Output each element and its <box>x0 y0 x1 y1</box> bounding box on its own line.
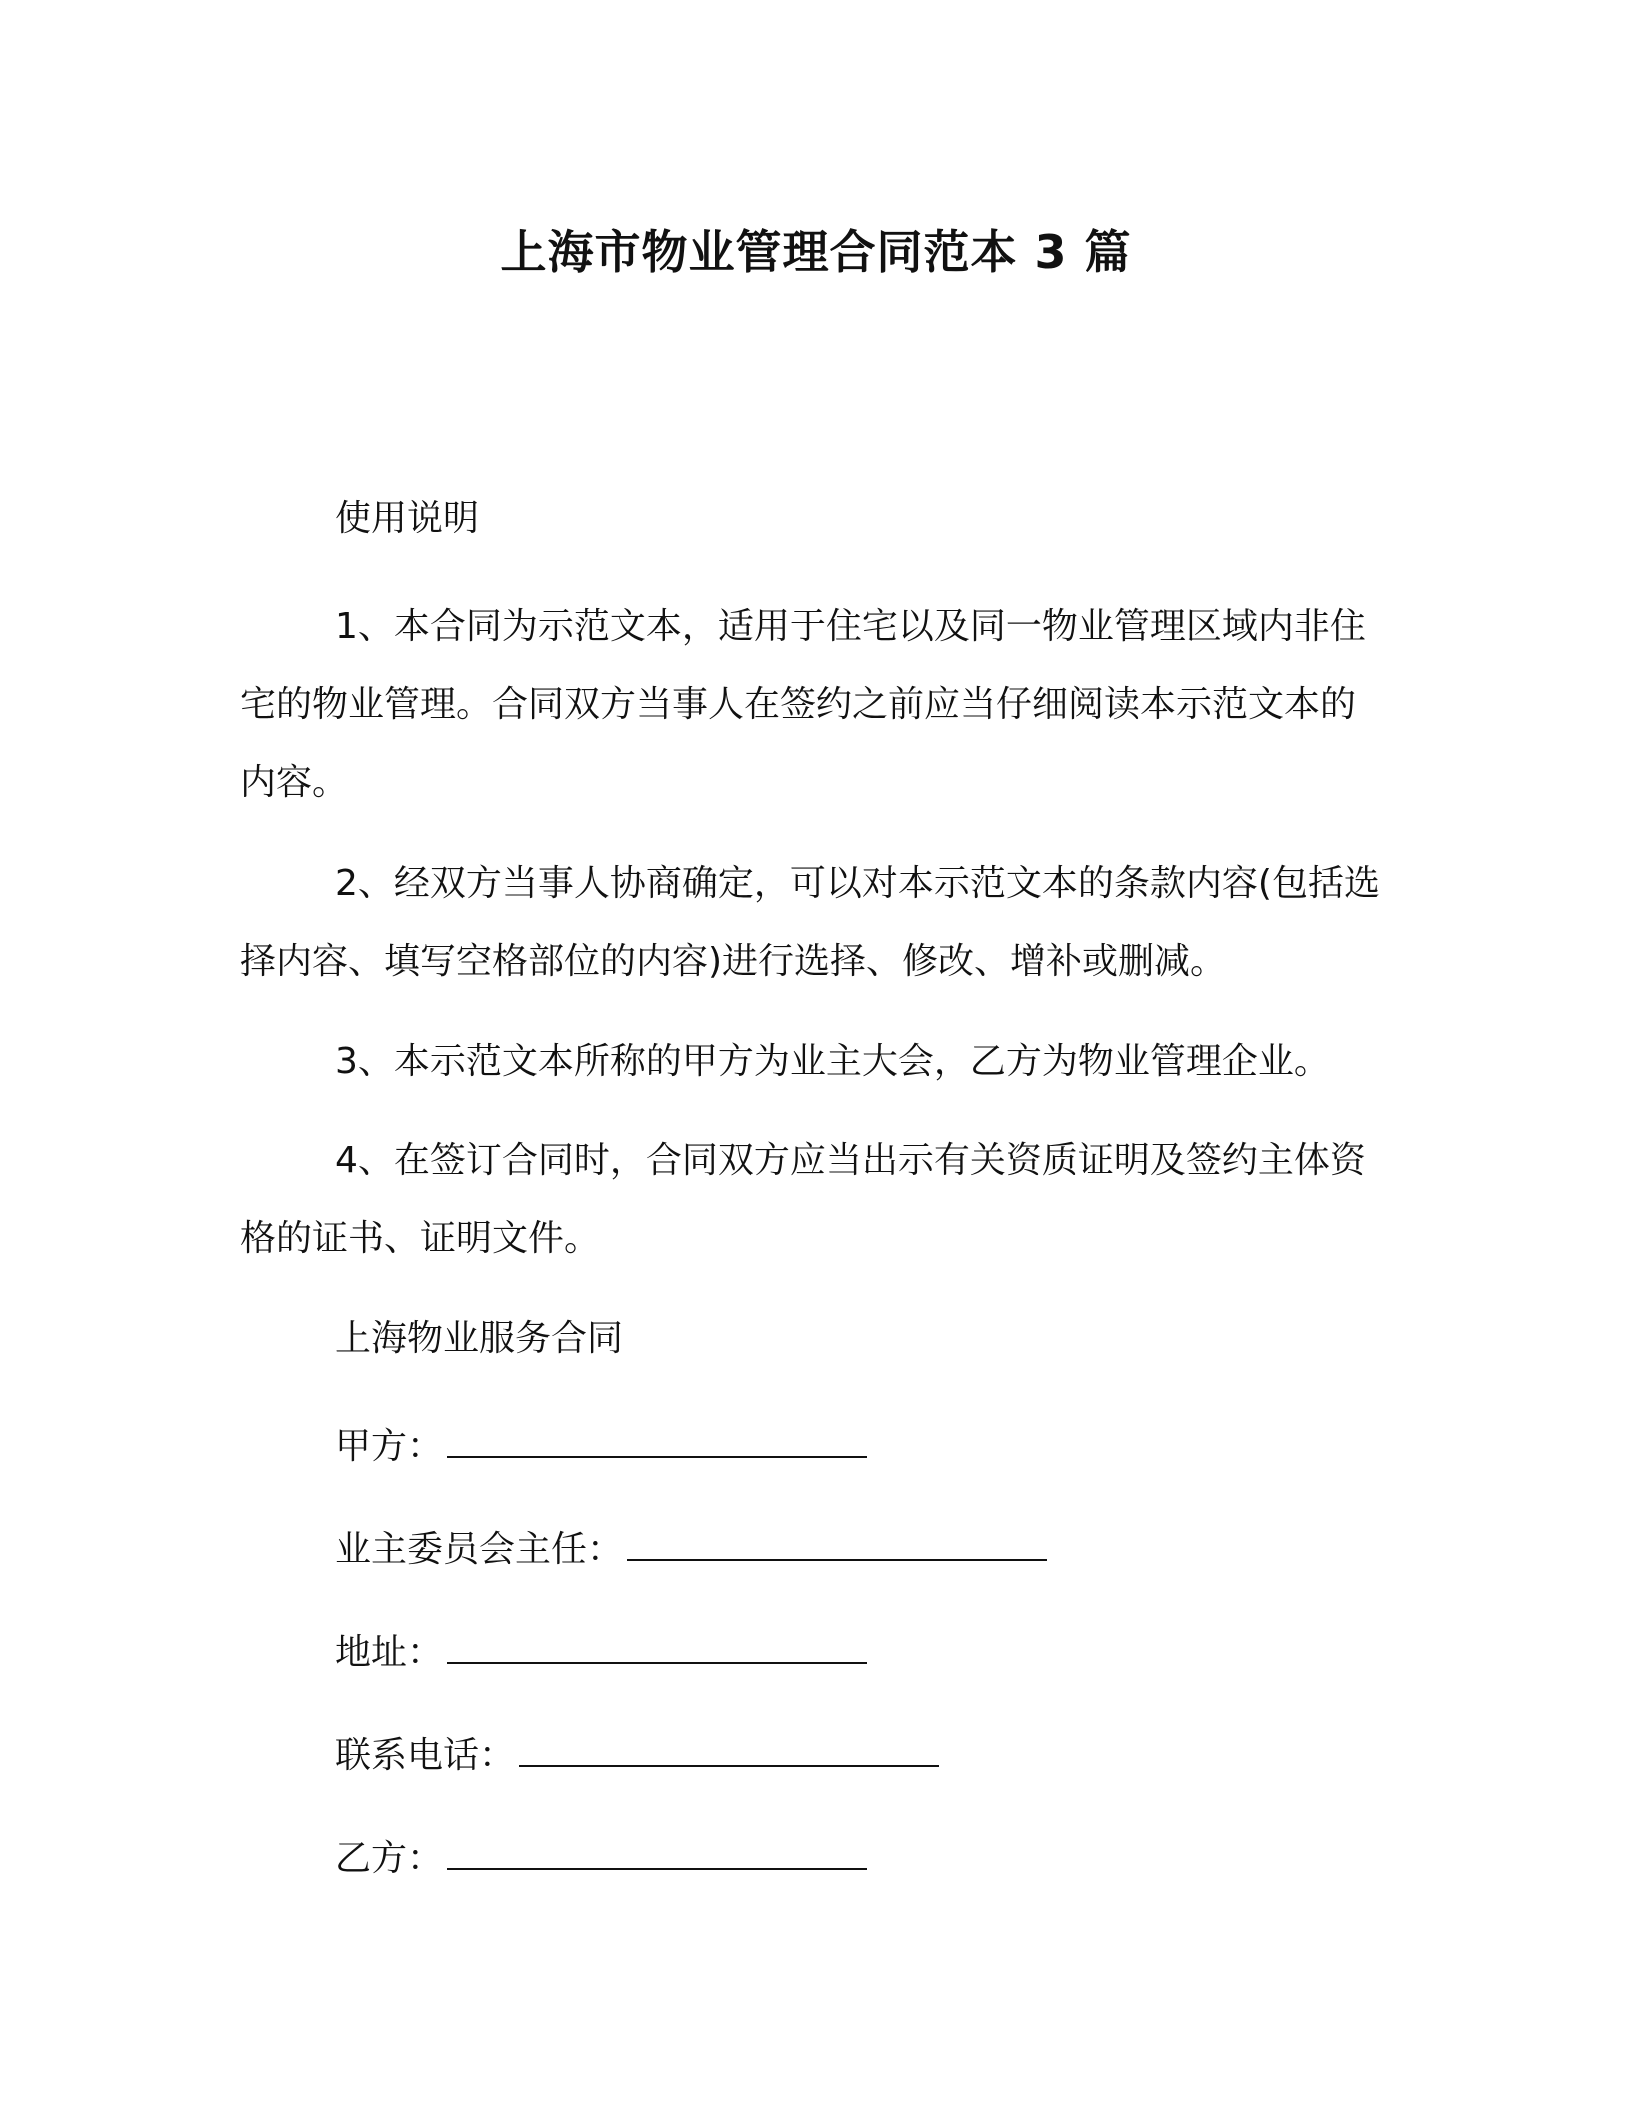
address-label: 地址： <box>335 1632 444 1673</box>
committee-director-label: 业主委员会主任： <box>335 1529 624 1570</box>
committee-director-blank <box>627 1523 1047 1561</box>
party-a-label: 甲方： <box>335 1426 444 1467</box>
committee-director-field <box>335 1523 1047 1574</box>
phone-label: 联系电话： <box>335 1735 516 1776</box>
address-blank <box>447 1626 867 1664</box>
instructions-heading: 使用说明 <box>335 498 480 539</box>
instruction-paragraph-2: 2、经双方当事人协商确定，可以对本示范文本的条款内容(包括选择内容、填写空格部位的内容)进行选择、修改、增补或删减。 <box>240 863 1380 982</box>
party-b-blank <box>447 1832 867 1870</box>
phone-field <box>335 1729 939 1780</box>
instruction-paragraph-4: 4、在签订合同时，合同双方应当出示有关资质证明及签约主体资格的证书、证明文件。 <box>240 1140 1366 1259</box>
party-b-label: 乙方： <box>335 1838 444 1879</box>
address-field <box>335 1626 867 1677</box>
instruction-paragraph-3: 3、本示范文本所称的甲方为业主大会，乙方为物业管理企业。 <box>335 1041 1330 1082</box>
contract-heading: 上海物业服务合同 <box>335 1318 624 1359</box>
party-a-blank <box>447 1420 867 1458</box>
document-title: 上海市物业管理合同范本 3 篇 <box>500 225 1132 279</box>
party-b-field <box>335 1832 867 1883</box>
instruction-paragraph-1: 1、本合同为示范文本，适用于住宅以及同一物业管理区域内非住宅的物业管理。合同双方当事人在签约之前应当仔细阅读本示范文本的内容。 <box>240 606 1366 803</box>
party-a-field <box>335 1420 867 1471</box>
phone-blank <box>519 1729 939 1767</box>
